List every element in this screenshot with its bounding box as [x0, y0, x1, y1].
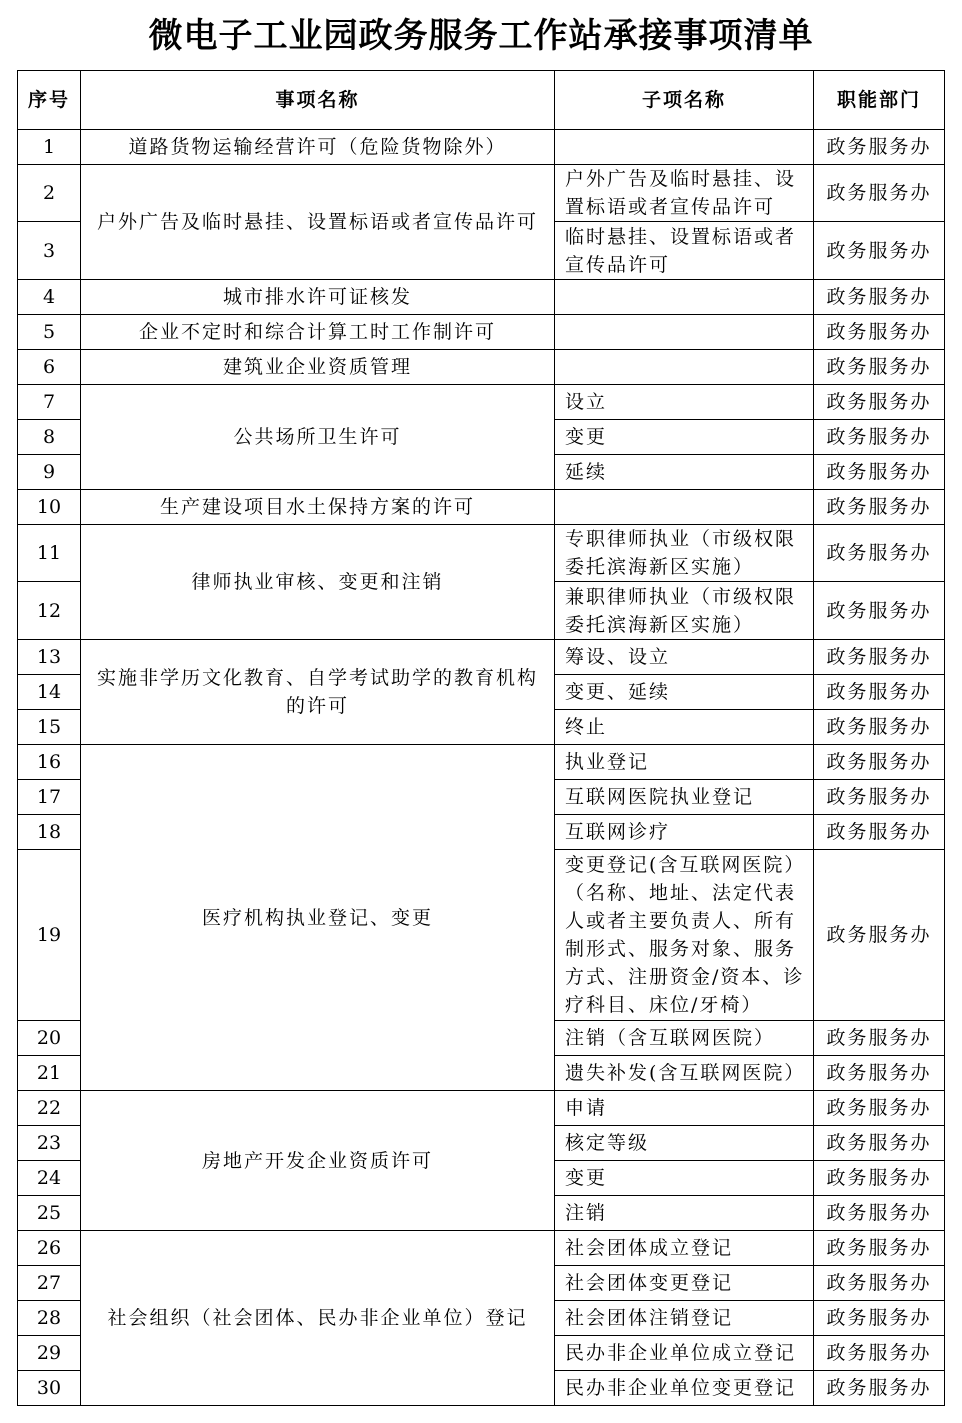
row-number: 12: [18, 582, 81, 640]
department: 政务服务办: [814, 1161, 945, 1196]
table-row: [18, 350, 945, 385]
sub-item-name: 设立: [555, 385, 814, 420]
department: 政务服务办: [814, 165, 945, 222]
row-number: 11: [18, 525, 81, 582]
sub-item-name: [555, 315, 814, 350]
department: 政务服务办: [814, 222, 945, 280]
row-number: 21: [18, 1056, 81, 1091]
row-number: 9: [18, 455, 81, 490]
row-number: 6: [18, 350, 81, 385]
row-number: 3: [18, 222, 81, 280]
row-number: 14: [18, 675, 81, 710]
sub-item-name: 变更: [555, 420, 814, 455]
sub-item-name: 社会团体成立登记: [555, 1231, 814, 1266]
sub-item-name: 终止: [555, 710, 814, 745]
sub-item-name: 民办非企业单位变更登记: [555, 1371, 814, 1406]
row-number: 19: [18, 850, 81, 1021]
sub-item-name: 专职律师执业（市级权限委托滨海新区实施）: [555, 525, 814, 582]
table-row: [18, 490, 945, 525]
row-number: 7: [18, 385, 81, 420]
row-number: 23: [18, 1126, 81, 1161]
row-number: 24: [18, 1161, 81, 1196]
sub-item-name: 变更登记(含互联网医院）（名称、地址、法定代表人或者主要负责人、所有制形式、服务对象、服务方式、注册资金/资本、诊疗科目、床位/牙椅）: [555, 850, 814, 1021]
item-name: 建筑业企业资质管理: [81, 350, 555, 385]
department: 政务服务办: [814, 1021, 945, 1056]
sub-item-name: 民办非企业单位成立登记: [555, 1336, 814, 1371]
sub-item-name: 兼职律师执业（市级权限委托滨海新区实施）: [555, 582, 814, 640]
department: 政务服务办: [814, 490, 945, 525]
item-name: 户外广告及临时悬挂、设置标语或者宣传品许可: [81, 165, 555, 280]
item-name: 公共场所卫生许可: [81, 385, 555, 490]
row-number: 15: [18, 710, 81, 745]
row-number: 4: [18, 280, 81, 315]
sub-item-name: 互联网医院执业登记: [555, 780, 814, 815]
department: 政务服务办: [814, 525, 945, 582]
sub-item-name: 户外广告及临时悬挂、设置标语或者宣传品许可: [555, 165, 814, 222]
table-header-row: [18, 71, 945, 130]
sub-item-name: 注销: [555, 1196, 814, 1231]
sub-item-name: 变更: [555, 1161, 814, 1196]
row-number: 2: [18, 165, 81, 222]
item-name: 道路货物运输经营许可（危险货物除外）: [81, 130, 555, 165]
row-number: 8: [18, 420, 81, 455]
department: 政务服务办: [814, 1091, 945, 1126]
department: 政务服务办: [814, 780, 945, 815]
sub-item-name: 遗失补发(含互联网医院）: [555, 1056, 814, 1091]
row-number: 5: [18, 315, 81, 350]
department: 政务服务办: [814, 1371, 945, 1406]
department: 政务服务办: [814, 745, 945, 780]
department: 政务服务办: [814, 385, 945, 420]
department: 政务服务办: [814, 1056, 945, 1091]
table-row: [18, 1231, 945, 1266]
sub-item-name: [555, 130, 814, 165]
item-name: 社会组织（社会团体、民办非企业单位）登记: [81, 1231, 555, 1406]
department: 政务服务办: [814, 1301, 945, 1336]
table-row: [18, 525, 945, 582]
sub-item-name: 核定等级: [555, 1126, 814, 1161]
department: 政务服务办: [814, 850, 945, 1021]
table-row: [18, 745, 945, 780]
row-number: 26: [18, 1231, 81, 1266]
sub-item-name: 延续: [555, 455, 814, 490]
row-number: 25: [18, 1196, 81, 1231]
table-row: [18, 640, 945, 675]
row-number: 10: [18, 490, 81, 525]
row-number: 1: [18, 130, 81, 165]
department: 政务服务办: [814, 420, 945, 455]
sub-item-name: [555, 350, 814, 385]
row-number: 18: [18, 815, 81, 850]
header-item-name: 事项名称: [81, 71, 555, 130]
sub-item-name: 变更、延续: [555, 675, 814, 710]
department: 政务服务办: [814, 1196, 945, 1231]
row-number: 17: [18, 780, 81, 815]
item-name: 城市排水许可证核发: [81, 280, 555, 315]
row-number: 22: [18, 1091, 81, 1126]
department: 政务服务办: [814, 640, 945, 675]
department: 政务服务办: [814, 1336, 945, 1371]
table-row: [18, 385, 945, 420]
department: 政务服务办: [814, 582, 945, 640]
row-number: 29: [18, 1336, 81, 1371]
header-seq: 序号: [18, 71, 81, 130]
sub-item-name: 互联网诊疗: [555, 815, 814, 850]
sub-item-name: 申请: [555, 1091, 814, 1126]
sub-item-name: 执业登记: [555, 745, 814, 780]
row-number: 16: [18, 745, 81, 780]
department: 政务服务办: [814, 1266, 945, 1301]
department: 政务服务办: [814, 130, 945, 165]
item-name: 房地产开发企业资质许可: [81, 1091, 555, 1231]
item-name: 实施非学历文化教育、自学考试助学的教育机构的许可: [81, 640, 555, 745]
department: 政务服务办: [814, 1126, 945, 1161]
sub-item-name: 社会团体变更登记: [555, 1266, 814, 1301]
table-row: [18, 1091, 945, 1126]
header-sub-item-name: 子项名称: [555, 71, 814, 130]
matters-table: [17, 70, 945, 1406]
item-name: 生产建设项目水土保持方案的许可: [81, 490, 555, 525]
department: 政务服务办: [814, 315, 945, 350]
document-title: 微电子工业园政务服务工作站承接事项清单: [148, 16, 814, 56]
row-number: 30: [18, 1371, 81, 1406]
table-row: [18, 315, 945, 350]
department: 政务服务办: [814, 675, 945, 710]
header-department: 职能部门: [814, 71, 945, 130]
sub-item-name: 社会团体注销登记: [555, 1301, 814, 1336]
department: 政务服务办: [814, 455, 945, 490]
sub-item-name: 注销（含互联网医院）: [555, 1021, 814, 1056]
row-number: 27: [18, 1266, 81, 1301]
table-row: [18, 280, 945, 315]
row-number: 20: [18, 1021, 81, 1056]
item-name: 医疗机构执业登记、变更: [81, 745, 555, 1091]
department: 政务服务办: [814, 350, 945, 385]
item-name: 律师执业审核、变更和注销: [81, 525, 555, 640]
department: 政务服务办: [814, 710, 945, 745]
row-number: 13: [18, 640, 81, 675]
department: 政务服务办: [814, 815, 945, 850]
sub-item-name: 临时悬挂、设置标语或者宣传品许可: [555, 222, 814, 280]
sub-item-name: 筹设、设立: [555, 640, 814, 675]
row-number: 28: [18, 1301, 81, 1336]
table-row: [18, 130, 945, 165]
department: 政务服务办: [814, 1231, 945, 1266]
department: 政务服务办: [814, 280, 945, 315]
sub-item-name: [555, 490, 814, 525]
table-row: [18, 165, 945, 222]
item-name: 企业不定时和综合计算工时工作制许可: [81, 315, 555, 350]
sub-item-name: [555, 280, 814, 315]
